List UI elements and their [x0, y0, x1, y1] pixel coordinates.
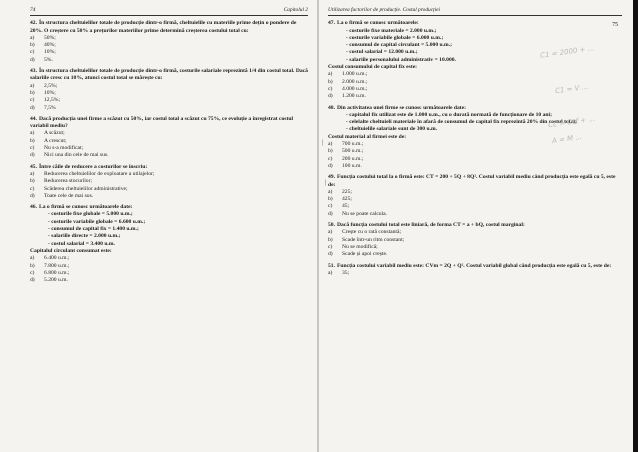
answer-option: [30, 90, 308, 97]
option-text: Nu se poate calcula.: [342, 210, 388, 217]
given-data-list: [48, 211, 308, 247]
option-letter: b): [328, 236, 333, 243]
question-text: [30, 20, 308, 35]
question-number: 49.: [328, 174, 335, 181]
given-item: - costurile variabile globale = 6.000 u.m.;: [346, 35, 622, 42]
option-text: 45;: [342, 203, 350, 210]
question-text: [30, 204, 308, 211]
question-statement: Între căile de reducere a costurilor se înscriu:: [39, 163, 148, 170]
option-letter: d): [30, 104, 35, 111]
right-page: [318, 0, 638, 452]
given-item: - costurile fixe materiale = 2.000 u.m.;: [346, 28, 622, 35]
option-letter: a): [30, 82, 35, 89]
question: [30, 164, 308, 200]
option-letter: b): [30, 262, 35, 269]
right-questions: [328, 20, 622, 277]
option-letter: b): [30, 178, 35, 185]
option-letter: b): [328, 196, 333, 203]
option-letter: c): [30, 185, 35, 192]
left-questions: [30, 20, 308, 284]
handwritten-note: C1 = 2000 + ...: [539, 44, 595, 60]
option-letter: a): [328, 188, 333, 195]
handwritten-note: Cc = Ccf + ...: [547, 114, 596, 130]
answer-option: [328, 141, 622, 148]
question-prompt: Costul consumului de capital fix este:: [328, 64, 418, 71]
answer-option: [328, 189, 622, 196]
question-statement: Funcția costului total la o firmă este: CT = 200 + 5Q + 8Q². Costul variabil mediu când producția este egală cu 5, este de:: [328, 174, 616, 188]
option-text: 1.000 u.m.;: [342, 71, 368, 78]
given-item: - costul salarial = 12.000 u.m.;: [346, 49, 622, 56]
answer-option: [30, 270, 308, 277]
right-page-header: [328, 7, 622, 16]
answer-options: [328, 189, 622, 218]
given-item: - cheltuielile salariale sunt de 300 u.m.: [346, 126, 622, 133]
question-prompt: Costul material al firmei este de:: [328, 133, 407, 140]
left-page-number: 74: [30, 7, 36, 13]
option-letter: c): [328, 243, 333, 250]
right-page-number: 75: [612, 22, 618, 28]
option-letter: d): [30, 152, 35, 159]
option-letter: c): [30, 269, 35, 276]
option-letter: d): [328, 93, 333, 100]
option-text: 5%.: [44, 56, 53, 63]
answer-option: [328, 156, 622, 163]
question-statement: Dacă funcția costului total este liniară, de forma CT = a + bQ, costul marginal:: [337, 222, 525, 229]
margin-mark: |: [325, 180, 327, 186]
question-number: 50.: [328, 222, 335, 229]
question-statement: La o firmă se cunosc următoarele:: [337, 20, 419, 27]
option-text: 5.200 u.m.: [44, 277, 68, 284]
option-letter: b): [328, 148, 333, 155]
given-item: - consumul de capital fix = 1.400 u.m.;: [48, 226, 308, 233]
option-text: Scade într-un ritm constant;: [342, 236, 405, 243]
given-item: - costurile variabile globale = 6.600 u.m.;: [48, 219, 308, 226]
question: [30, 68, 308, 112]
answer-option: [30, 171, 308, 178]
question-number: 48.: [328, 104, 335, 111]
given-item: - salariile personalului administrativ = 10.000.: [346, 57, 622, 64]
answer-option: [328, 196, 622, 203]
answer-option: [30, 42, 308, 49]
answer-option: [30, 57, 308, 64]
question-statement: În structura cheltuielilor totale de producție dintr-o firmă, cheltuielile cu materiile prime dețin o pondere de 20%. O creștere cu 50% a prețurilor materiilor prime determină creșterea costului total cu:: [30, 20, 297, 34]
option-letter: c): [30, 145, 35, 152]
option-letter: a): [328, 269, 333, 276]
option-text: 425;: [342, 196, 352, 203]
left-page: [0, 0, 318, 452]
answer-option: [328, 93, 622, 100]
answer-options: [328, 270, 622, 277]
answer-option: [30, 186, 308, 193]
question-text: [328, 20, 622, 27]
option-text: 6.800 u.m.;: [44, 269, 70, 276]
question-text: [30, 116, 308, 131]
question-statement: În structura cheltuielilor totale de producție dintr-o firmă, costurile salariale reprezintă 1/4 din costul total. Dacă salariile cresc cu 10%, atunci costul total se mărește cu:: [30, 68, 308, 82]
question-text: [328, 105, 622, 112]
answer-options: [30, 35, 308, 64]
margin-mark: |: [322, 140, 324, 146]
answer-option: [30, 255, 308, 262]
answer-option: [30, 145, 308, 152]
left-page-header: [30, 7, 308, 16]
option-letter: b): [30, 137, 35, 144]
question-statement: La o firmă se cunosc următoarele date:: [39, 204, 133, 211]
answer-option: [30, 130, 308, 137]
question: [30, 116, 308, 160]
option-text: 7,5%: [44, 104, 56, 111]
option-text: Toate cele de mai sus.: [44, 192, 94, 199]
option-letter: c): [30, 97, 35, 104]
option-text: 200 u.m.;: [342, 155, 364, 162]
option-letter: a): [328, 229, 333, 236]
answer-option: [328, 237, 622, 244]
question-text: [30, 68, 308, 83]
answer-option: [328, 251, 622, 258]
option-text: A scăzut;: [44, 130, 65, 137]
answer-option: [328, 148, 622, 155]
option-letter: a): [328, 71, 333, 78]
option-text: 225;: [342, 188, 352, 195]
question-statement: Dacă producția unei firme a scăzut cu 50%, iar costul total a scăzut cu 75%, ce evoluție a înregistrat costul variabil mediu?: [30, 115, 294, 130]
question-number: 46.: [30, 204, 37, 211]
option-letter: d): [30, 56, 35, 63]
given-item: - costul salarial = 3.400 u.m.: [48, 241, 308, 248]
answer-options: [30, 83, 308, 112]
answer-option: [30, 263, 308, 270]
option-text: Nu s-a modificat;: [44, 145, 84, 152]
option-text: A crescut;: [44, 137, 67, 144]
question-number: 44.: [30, 115, 37, 122]
answer-option: [328, 203, 622, 210]
option-text: Nu se modifică;: [342, 243, 378, 250]
answer-option: [30, 97, 308, 104]
question: [328, 263, 622, 278]
question-number: 47.: [328, 20, 335, 27]
answer-options: [328, 141, 622, 170]
answer-option: [328, 229, 622, 236]
question-number: 51.: [328, 262, 335, 269]
given-item: - capitalul fix utilizat este de 1.000 u.m., cu o durată normată de funcționare de 10 ani;: [346, 112, 622, 119]
answer-option: [30, 178, 308, 185]
option-text: Reducerea stocurilor;: [44, 178, 92, 185]
option-text: 2,5%;: [44, 82, 58, 89]
answer-option: [328, 270, 622, 277]
given-item: - costurile fixe globale = 5.000 u.m.;: [48, 211, 308, 218]
option-text: 2.000 u.m.;: [342, 78, 368, 85]
option-letter: d): [30, 192, 35, 199]
question: [30, 204, 308, 284]
option-text: 100 u.m.: [342, 162, 362, 169]
answer-option: [30, 193, 308, 200]
question: [328, 174, 622, 218]
handwritten-note: A = M ...: [551, 132, 583, 146]
option-letter: c): [328, 203, 333, 210]
given-item: - consumul de capital circulant = 5.000 u.m.;: [346, 42, 622, 49]
answer-option: [30, 152, 308, 159]
answer-option: [30, 83, 308, 90]
answer-option: [328, 244, 622, 251]
option-letter: b): [30, 42, 35, 49]
answer-option: [30, 138, 308, 145]
answer-option: [30, 49, 308, 56]
question-statement: Din activitatea unei firme se cunosc următoarele date:: [337, 104, 466, 111]
option-letter: a): [328, 141, 333, 148]
option-letter: d): [328, 162, 333, 169]
question-number: 43.: [30, 68, 37, 75]
option-letter: c): [328, 155, 333, 162]
answer-options: [30, 171, 308, 200]
question-text: [30, 164, 308, 171]
option-text: 4.000 u.m.;: [342, 85, 368, 92]
option-letter: a): [30, 255, 35, 262]
answer-option: [328, 211, 622, 218]
option-text: 1.200 u.m.: [342, 93, 366, 100]
option-text: 7.800 u.m.;: [44, 262, 70, 269]
option-letter: c): [328, 85, 333, 92]
question: [30, 20, 308, 64]
given-item: - celelalte cheltuieli materiale în afară de consumul de capital fix reprezintă 20% din costul total;: [346, 119, 622, 126]
option-letter: d): [328, 251, 333, 258]
answer-option: [328, 71, 622, 78]
question-text: [328, 174, 622, 189]
answer-option: [30, 277, 308, 284]
option-text: Scade și apoi crește.: [342, 251, 388, 258]
question-text: [328, 263, 622, 270]
answer-option: [328, 163, 622, 170]
handwritten-note: C1 = V ...: [554, 82, 589, 96]
right-chapter-title: Utilizarea factorilor de producție. Costul producției: [328, 7, 440, 13]
option-text: Crește cu o rată constantă;: [342, 229, 402, 236]
option-letter: d): [328, 210, 333, 217]
option-text: 10%;: [44, 89, 56, 96]
option-text: 50%;: [44, 34, 56, 41]
option-letter: b): [328, 78, 333, 85]
option-letter: c): [30, 49, 35, 56]
option-letter: a): [30, 34, 35, 41]
answer-options: [30, 130, 308, 159]
option-letter: a): [30, 170, 35, 177]
option-text: Nici una din cele de mai sus.: [44, 152, 109, 159]
left-chapter-title: Capitolul 2: [283, 7, 308, 13]
option-letter: a): [30, 130, 35, 137]
option-text: 500 u.m.;: [342, 148, 364, 155]
option-text: 35;: [342, 269, 350, 276]
option-letter: b): [30, 89, 35, 96]
question: [328, 222, 622, 258]
option-text: Scăderea cheltuielilor administrative;: [44, 185, 128, 192]
option-text: 700 u.m.;: [342, 141, 364, 148]
question-text: [328, 222, 622, 229]
option-text: 10%;: [44, 49, 56, 56]
option-text: 6.400 u.m.;: [44, 255, 70, 262]
option-text: 12,5%;: [44, 97, 61, 104]
question-statement: Funcția costului variabil mediu este: CVm = 2Q + Q². Costul variabil global când producția este egală cu 5, este de:: [337, 262, 612, 269]
option-text: Reducerea cheltuielilor de exploatare a utilajelor;: [44, 170, 155, 177]
option-text: 40%;: [44, 42, 56, 49]
answer-options: [328, 229, 622, 258]
answer-option: [30, 35, 308, 42]
question-number: 42.: [30, 20, 37, 27]
given-item: - salariile directe = 2.000 u.m.;: [48, 233, 308, 240]
question-number: 45.: [30, 163, 37, 170]
answer-option: [30, 105, 308, 112]
option-letter: d): [30, 277, 35, 284]
answer-options: [30, 255, 308, 284]
question-prompt: Capitalul circulant consumat este:: [30, 247, 112, 254]
